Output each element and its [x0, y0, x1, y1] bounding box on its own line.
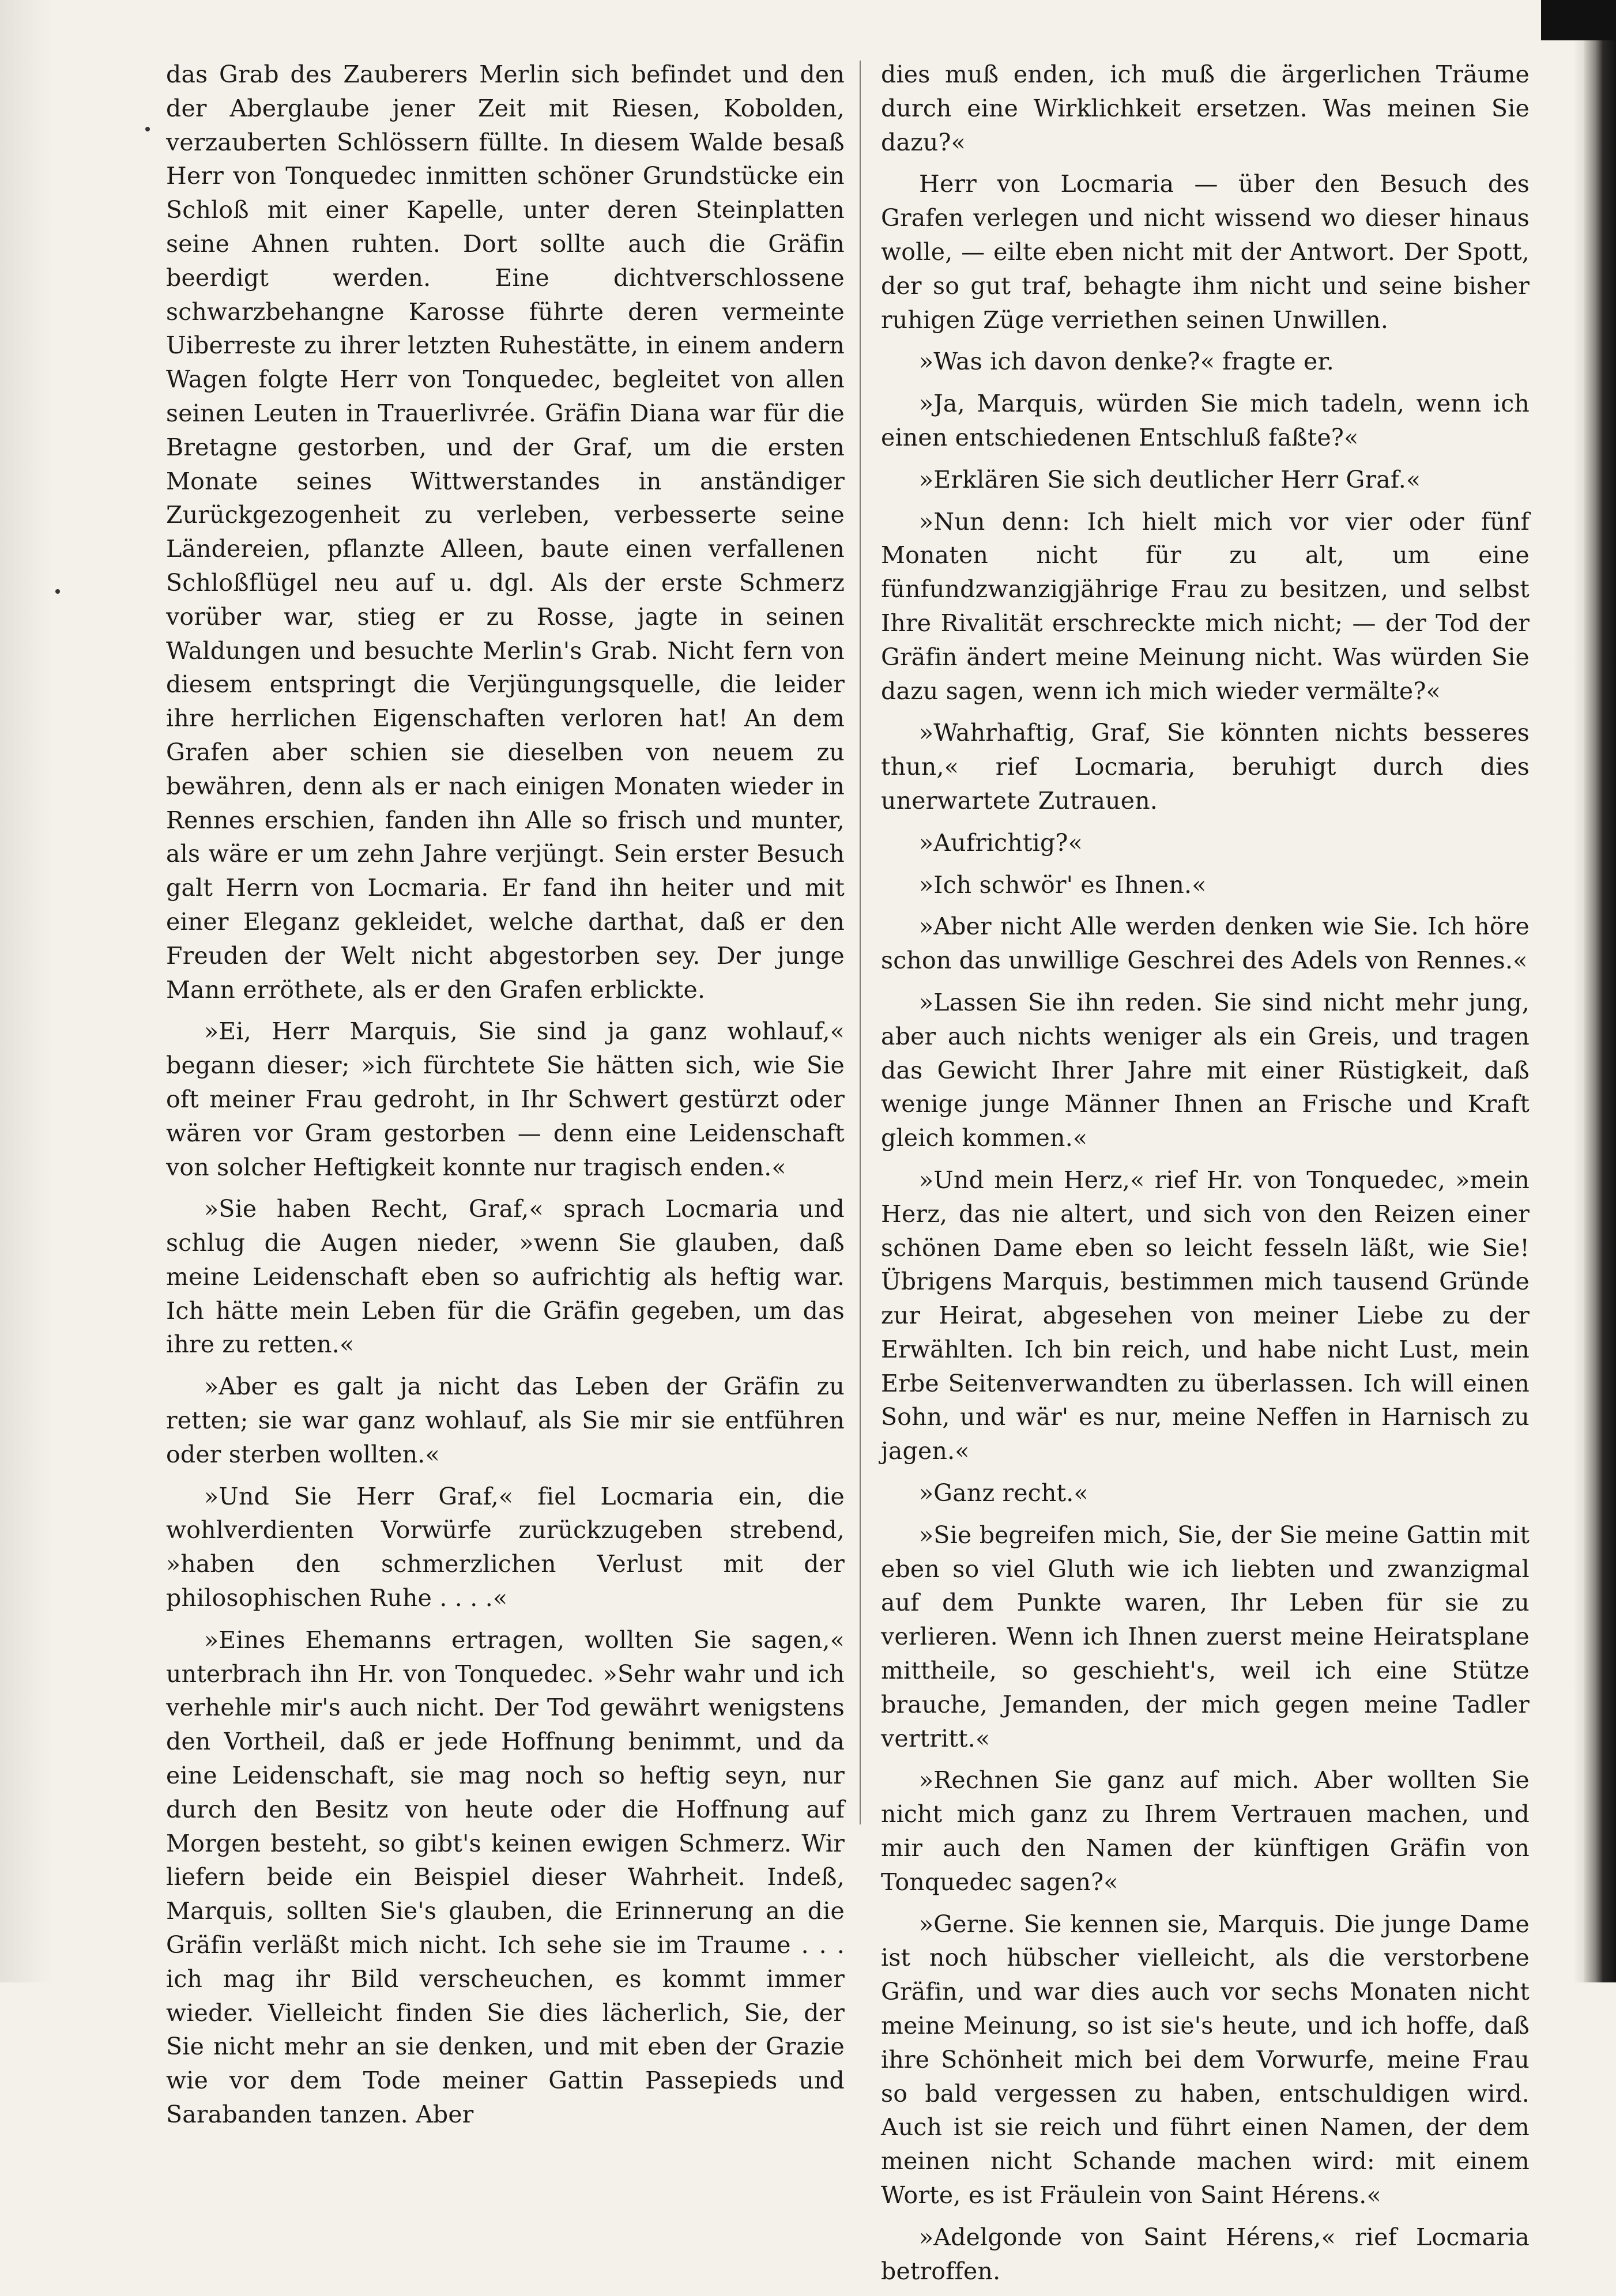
paragraph: »Aufrichtig?« [919, 828, 1083, 857]
paragraph: »Und Sie Herr Graf,« fiel Locmaria ein, die wohlverdienten Vorwürfe zurückzugeben strebend, »haben den schmerzlichen Verlust mit der philosophischen Ruhe . . . .« [166, 1482, 845, 1612]
paragraph: »Ja, Marquis, würden Sie mich tadeln, wenn ich einen entschiedenen Entschluß faßte?« [881, 390, 1530, 451]
paragraph: Herr von Locmaria — über den Besuch des Grafen verlegen und nicht wissend wo dieser hinaus wolle, — eilte eben nicht mit der Antwort. Der Spott, der so gut traf, behagte ihm nicht und seine bisher ruhigen Züge verriethen seinen Unwillen. [881, 170, 1530, 334]
paragraph: »Aber nicht Alle werden denken wie Sie. Ich höre schon das unwillige Geschrei des Adels von Rennes.« [881, 913, 1530, 975]
paragraph: »Adelgonde von Saint Hérens,« rief Locmaria betroffen. [881, 2223, 1530, 2285]
paragraph: »Was ich davon denke?« fragte er. [919, 348, 1335, 376]
paragraph: »Aber es galt ja nicht das Leben der Gräfin zu retten; sie war ganz wohlauf, als Sie mir sie entführen oder sterben wollten.« [166, 1373, 845, 1468]
paragraph: »Ich schwör' es Ihnen.« [919, 870, 1207, 899]
column-divider [860, 61, 861, 1824]
scan-left-border [0, 0, 52, 1982]
scan-corner [1541, 0, 1616, 40]
paragraph: »Wahrhaftig, Graf, Sie könnten nichts besseres thun,« rief Locmaria, beruhigt durch dies unerwartete Zutrauen. [881, 719, 1530, 815]
text-column-left [166, 58, 845, 2140]
paragraph: »Lassen Sie ihn reden. Sie sind nicht mehr jung, aber auch nichts weniger als ein Greis, und tragen das Gewicht Ihrer Jahre mit einer Rüstigkeit, daß wenige junge Männer Ihnen an Frische und Kraft gleich kommen.« [881, 988, 1530, 1152]
scan-right-edge [1584, 0, 1616, 1982]
paragraph: »Nun denn: Ich hielt mich vor vier oder fünf Monaten nicht für zu alt, um eine fünfundzwanzigjährige Frau zu besitzen, und selbst Ihre Rivalität erschreckte mich nicht; — der Tod der Gräfin ändert meine Meinung nicht. Was würden Sie dazu sagen, wenn ich mich wieder vermälte?« [881, 507, 1530, 705]
page-shadow [1573, 0, 1584, 1982]
paragraph: »Und mein Herz,« rief Hr. von Tonquedec, »mein Herz, das nie altert, und sich von den Reizen einer schönen Dame eben so leicht fesseln läßt, wie Sie! Übrigens Marquis, bestimmen mich tausend Gründe zur Heirat, abgesehen von meiner Liebe zu der Erwählten. Ich bin reich, und habe nicht Lust, mein Erbe Seitenverwandten zu überlassen. Ich will einen Sohn, und wär' es nur, meine Neffen in Harnisch zu jagen.« [881, 1166, 1530, 1465]
paragraph: das Grab des Zauberers Merlin sich befindet und den der Aberglaube jener Zeit mit Riesen, Kobolden, verzauberten Schlössern füllte. In diesem Walde besaß Herr von Tonquedec inmitten schöner Grundstücke ein Schloß mit einer Kapelle, unter deren Steinplatten seine Ahnen ruhten. Dort sollte auch die Gräfin beerdigt werden. Eine dichtverschlossene schwarzbehangne Karosse führte deren vermeinte Uiberreste zu ihrer letzten Ruhestätte, in einem andern Wagen folgte Herr von Tonquedec, begleitet von allen seinen Leuten in Trauerlivrée. Gräfin Diana war für die Bretagne gestorben, und der Graf, um die ersten Monate seines Wittwerstandes in anständiger Zurückgezogenheit zu verleben, verbesserte seine Ländereien, pflanzte Alleen, baute einen verfallenen Schloßflügel neu auf u. dgl. Als der erste Schmerz vorüber war, stieg er zu Rosse, jagte in seinen Waldungen und besuchte Merlin's Grab. Nicht fern von diesem entspringt die Verjüngungsquelle, die leider ihre herrlichen Eigenschaften verloren hat! An dem Grafen aber schien sie dieselben von neuem zu bewähren, denn als er nach einigen Monaten wieder in Rennes erschien, fanden ihn Alle so frisch und munter, als wäre er um zehn Jahre verjüngt. Sein erster Besuch galt Herrn von Locmaria. Er fand ihn heiter und mit einer Eleganz gekleidet, welche darthat, daß er den Freuden der Welt nicht abgestorben sey. Der junge Mann erröthete, als er den Grafen erblickte. [166, 61, 845, 1004]
paragraph: »Rechnen Sie ganz auf mich. Aber wollten Sie nicht mich ganz zu Ihrem Vertrauen machen, und mir auch den Namen der künftigen Gräfin von Tonquedec sagen?« [881, 1766, 1530, 1896]
text-column-right [881, 58, 1530, 2296]
paragraph: »Eines Ehemanns ertragen, wollten Sie sagen,« unterbrach ihn Hr. von Tonquedec. »Sehr wahr und ich verhehle mir's auch nicht. Der Tod gewährt wenigstens den Vortheil, daß er jede Hoffnung benimmt, und da eine Leidenschaft, sie mag noch so heftig seyn, nur durch den Besitz von heute oder die Hoffnung auf Morgen besteht, so gibt's keinen ewigen Schmerz. Wir liefern beide ein Beispiel dieser Wahrheit. Indeß, Marquis, sollten Sie's glauben, die Erinnerung an die Gräfin verläßt mich nicht. Ich sehe sie im Traume . . . ich mag ihr Bild verscheuchen, es kommt immer wieder. Vielleicht finden Sie dies lächerlich, Sie, der Sie nicht mehr an sie denken, und mit eben der Grazie wie vor dem Tode meiner Gattin Passepieds und Sarabanden tanzen. Aber [166, 1626, 845, 2129]
paragraph: »Erklären Sie sich deutlicher Herr Graf.« [919, 465, 1421, 493]
paragraph: »Ei, Herr Marquis, Sie sind ja ganz wohlauf,« begann dieser; »ich fürchtete Sie hätten sich, wie Sie oft meiner Frau gedroht, in Ihr Schwert gestürzt oder wären vor Gram gestorben — denn eine Leidenschaft von solcher Heftigkeit konnte nur tragisch enden.« [166, 1017, 845, 1181]
paragraph: »Ganz recht.« [919, 1479, 1088, 1507]
ink-speck [55, 589, 60, 594]
ink-speck [145, 127, 150, 131]
paragraph: »Sie begreifen mich, Sie, der Sie meine Gattin mit eben so viel Gluth wie ich liebten und zwanzigmal auf dem Punkte waren, Ihr Leben für sie zu verlieren. Wenn ich Ihnen zuerst meine Heiratsplane mittheile, so geschieht's, weil ich eine Stütze brauche, Jemanden, der mich gegen meine Tadler vertritt.« [881, 1521, 1530, 1752]
paragraph: dies muß enden, ich muß die ärgerlichen Träume durch eine Wirklichkeit ersetzen. Was meinen Sie dazu?« [881, 61, 1530, 156]
paragraph: »Gerne. Sie kennen sie, Marquis. Die junge Dame ist noch hübscher vielleicht, als die verstorbene Gräfin, und war dies auch vor sechs Monaten nicht meine Meinung, so ist sie's heute, und ich hoffe, daß ihre Schönheit mich bei dem Vorwurfe, meine Frau so bald vergessen zu haben, entschuldigen wird. Auch ist sie reich und führt einen Namen, der dem meinen nicht Schande machen wird: mit einem Worte, es ist Fräulein von Saint Hérens.« [881, 1910, 1530, 2210]
paragraph: »Sie haben Recht, Graf,« sprach Locmaria und schlug die Augen nieder, »wenn Sie glauben, daß meine Leidenschaft eben so aufrichtig als heftig war. Ich hätte mein Leben für die Gräfin gegeben, um das ihre zu retten.« [166, 1195, 845, 1359]
